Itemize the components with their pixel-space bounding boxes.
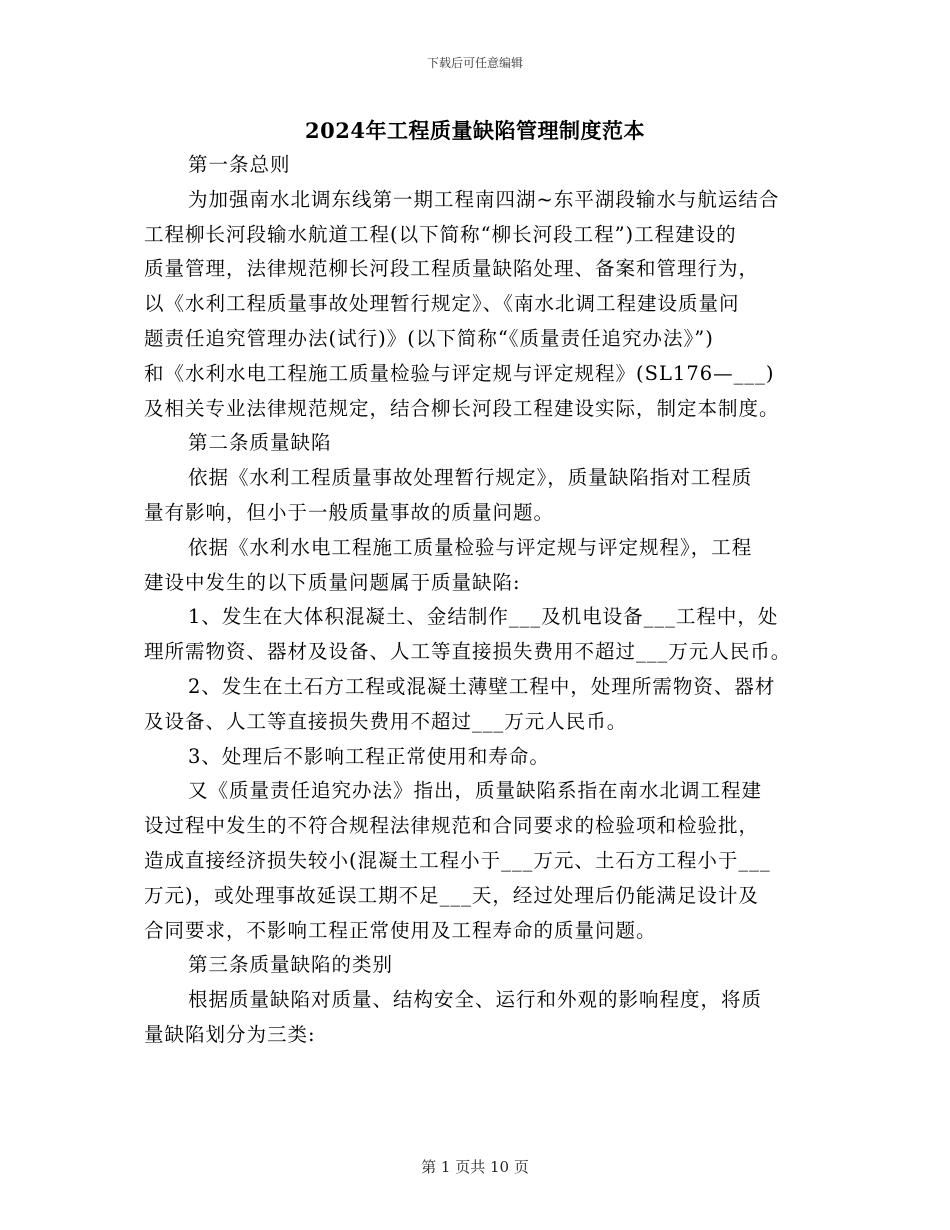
text-line: 万元)，或处理事故延误工期不足___天，经过处理后仍能满足设计及: [144, 883, 759, 907]
page-footer: 第 1 页共 10 页: [421, 1158, 529, 1176]
document-body: [144, 148, 814, 1053]
text-line: 依据《水利水电工程施工质量检验与评定规与评定规程》，工程: [188, 535, 753, 559]
text-line: 设过程中发生的不符合规程法律规范和合同要求的检验项和检验批，: [144, 814, 760, 838]
text-line: 理所需物资、器材及设备、人工等直接损失费用不超过___万元人民币。: [144, 640, 792, 664]
text-line: 3、处理后不影响工程正常使用和寿命。: [188, 744, 550, 768]
text-line: 建设中发生的以下质量问题属于质量缺陷:: [144, 570, 521, 594]
text-line: 和《水利水电工程施工质量检验与评定规与评定规程》(SL176—___): [144, 361, 775, 385]
text-line: 量有影响，但小于一般质量事故的质量问题。: [144, 500, 555, 524]
text-line: 1、发生在大体积混凝土、金结制作___及机电设备___工程中，处: [188, 605, 779, 629]
text-line: 题责任追究管理办法(试行)》(以下简称“《质量责任追究办法》”): [144, 326, 714, 350]
text-line: 2、发生在土石方工程或混凝土薄壁工程中，处理所需物资、器材: [188, 674, 776, 698]
text-line: 质量管理，法律规范柳长河段工程质量缺陷处理、备案和管理行为，: [144, 257, 760, 281]
text-line: 又《质量责任追究办法》指出，质量缺陷系指在南水北调工程建: [188, 779, 763, 803]
text-line: 第二条质量缺陷: [188, 431, 332, 455]
text-line: 第三条质量缺陷的类别: [188, 953, 394, 977]
text-line: 及设备、人工等直接损失费用不超过___万元人民币。: [144, 709, 628, 733]
text-line: 及相关专业法律规范规定，结合柳长河段工程建设实际，制定本制度。: [144, 396, 780, 420]
header-note: 下载后可任意编辑: [426, 56, 523, 70]
text-line: 造成直接经济损失较小(混凝土工程小于___万元、土石方工程小于___: [144, 848, 771, 872]
text-line: 第一条总则: [188, 153, 291, 176]
text-line: 根据质量缺陷对质量、结构安全、运行和外观的影响程度，将质: [188, 988, 763, 1012]
text-line: 为加强南水北调东线第一期工程南四湖~东平湖段输水与航运结合: [188, 187, 780, 211]
page-title: 2024年工程质量缺陷管理制度范本: [305, 118, 645, 143]
text-line: 以《水利工程质量事故处理暂行规定》、《南水北调工程建设质量问: [144, 292, 740, 316]
text-line: 合同要求，不影响工程正常使用及工程寿命的质量问题。: [144, 918, 657, 942]
text-line: 量缺陷划分为三类:: [144, 1022, 316, 1046]
text-line: 工程柳长河段输水航道工程(以下简称“柳长河段工程”)工程建设的: [144, 222, 737, 246]
text-line: 依据《水利工程质量事故处理暂行规定》，质量缺陷指对工程质: [188, 466, 753, 490]
